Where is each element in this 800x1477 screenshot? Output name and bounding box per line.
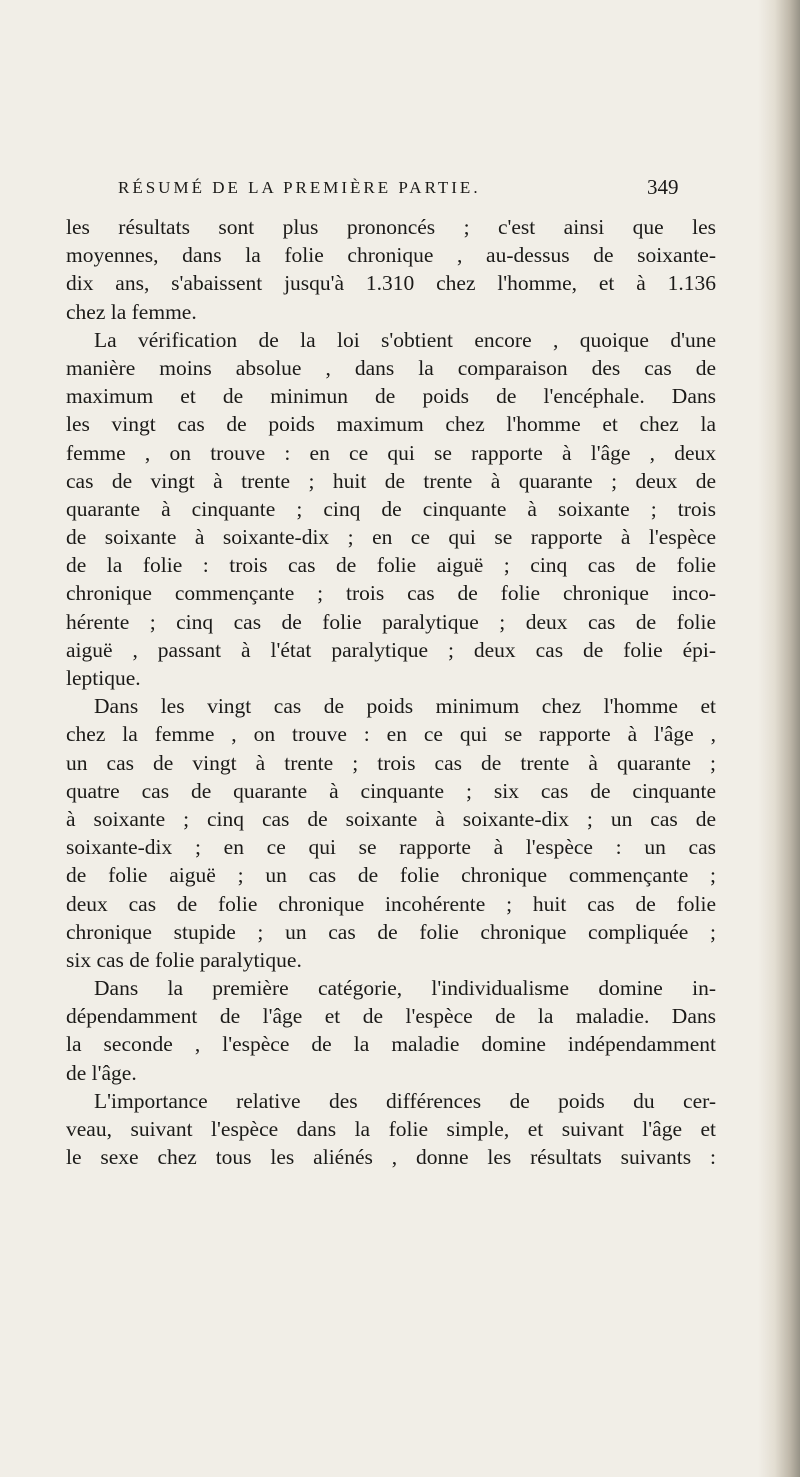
text-line: les résultats sont plus prononcés ; c'est ainsi que les [66,215,716,239]
running-head: RÉSUMÉ DE LA PREMIÈRE PARTIE. [118,178,481,197]
text-line: chronique stupide ; un cas de folie chronique compliquée ; [66,919,716,944]
text-line: L'importance relative des différences de poids du cer- [94,1088,716,1113]
text-line: leptique. [66,666,141,690]
text-line: moyennes, dans la folie chronique , au-dessus de soixante- [66,243,716,268]
text-line: cas de vingt à trente ; huit de trente à quarante ; deux de [66,468,716,493]
text-line: veau, suivant l'espèce dans la folie simple, et suivant l'âge et [66,1117,716,1141]
text-line: dix ans, s'abaissent jusqu'à 1.310 chez l'homme, et à 1.136 [66,271,716,296]
text-line: soixante-dix ; en ce qui se rapporte à l'espèce : un cas [66,835,716,860]
text-line: la seconde , l'espèce de la maladie domine indépendamment [66,1032,716,1057]
text-line: dépendamment de l'âge et de l'espèce de la maladie. Dans [66,1004,716,1029]
text-line: hérente ; cinq cas de folie paralytique ; deux cas de folie [66,609,716,634]
text-line: aiguë , passant à l'état paralytique ; deux cas de folie épi- [66,637,716,662]
text-line: maximum et de minimun de poids de l'encéphale. Dans [66,384,716,409]
text-line: chez la femme , on trouve : en ce qui se rapporte à l'âge , [66,722,716,747]
text-line: de soixante à soixante-dix ; en ce qui se rapporte à l'espèce [66,525,716,550]
text-line: de folie aiguë ; un cas de folie chronique commençante ; [66,863,716,888]
page-number: 349 [647,175,679,199]
text-line: de la folie : trois cas de folie aiguë ; cinq cas de folie [66,553,716,578]
text-line: quatre cas de quarante à cinquante ; six cas de cinquante [66,778,716,803]
page-edge-shadow [758,0,800,1477]
text-line: de l'âge. [66,1060,137,1085]
text-line: six cas de folie paralytique. [66,947,302,972]
text-line: chronique commençante ; trois cas de folie chronique inco- [66,581,716,606]
text-line: La vérification de la loi s'obtient encore , quoique d'une [94,327,716,352]
text-line: à soixante ; cinq cas de soixante à soixante-dix ; un cas de [66,806,716,831]
text-line: femme , on trouve : en ce qui se rapporte à l'âge , deux [66,440,716,465]
text-line: les vingt cas de poids maximum chez l'homme et chez la [66,412,716,437]
text-line: Dans la première catégorie, l'individualisme domine in- [94,976,716,1001]
text-line: Dans les vingt cas de poids minimum chez l'homme et [94,694,716,719]
text-line: deux cas de folie chronique incohérente ; huit cas de folie [66,891,716,916]
text-line: le sexe chez tous les aliénés , donne les résultats suivants : [66,1145,716,1170]
text-line: un cas de vingt à trente ; trois cas de trente à quarante ; [66,750,716,775]
text-line: manière moins absolue , dans la comparaison des cas de [66,355,716,380]
body-text [66,213,716,1171]
text-line: chez la femme. [66,299,197,324]
text-line: quarante à cinquante ; cinq de cinquante à soixante ; trois [66,496,716,521]
